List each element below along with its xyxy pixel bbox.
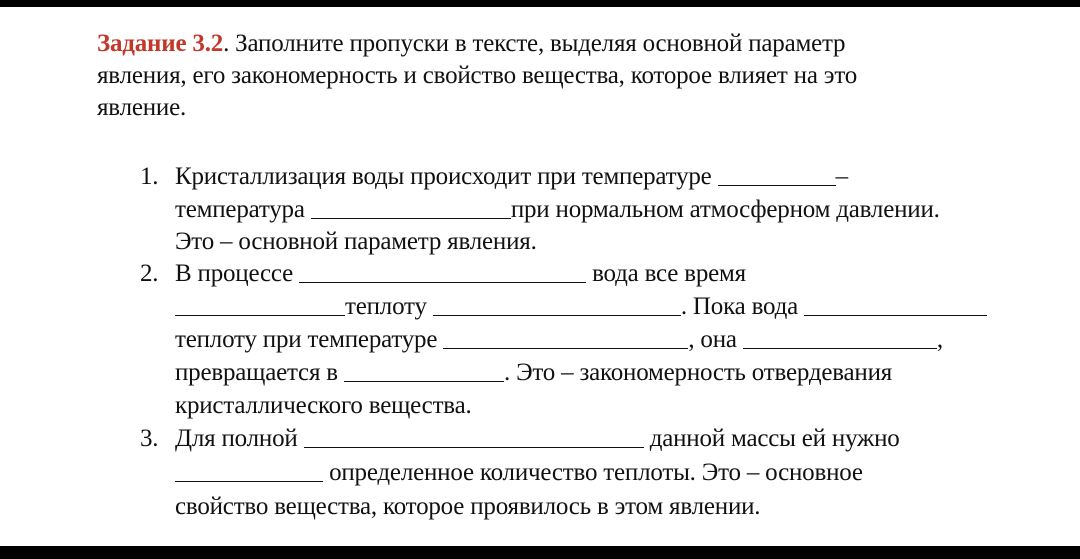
task-intro-line-3: явление. <box>97 94 187 121</box>
item-2-text-h: превращается в <box>175 359 338 386</box>
task-intro-line-1 <box>97 28 1017 60</box>
item-2-line-5: кристаллического вещества. <box>175 392 472 419</box>
item-1-text-a: Кристаллизация воды происходит при температуре <box>175 163 712 190</box>
blank-field[interactable] <box>175 459 323 482</box>
task-label: Задание 3.2 <box>97 30 224 57</box>
blank-field[interactable] <box>443 326 688 349</box>
item-3-text-a: Для полной <box>175 425 298 452</box>
blank-field[interactable] <box>304 425 644 448</box>
bottom-border <box>0 546 1080 559</box>
item-2-line-1 <box>175 258 746 290</box>
blank-field[interactable] <box>311 196 511 219</box>
blank-field[interactable] <box>718 163 836 186</box>
task-intro-text-1: . Заполните пропуски в тексте, выделяя основной параметр <box>223 30 846 57</box>
item-1-text-d: при нормальном атмосферном давлении. <box>510 196 940 223</box>
item-3-text-c: определенное количество теплоты. Это – основное <box>329 459 863 486</box>
item-2-line-4 <box>175 357 892 389</box>
item-1-line-2 <box>175 194 940 226</box>
item-2-text-i: . Это – закономерность отвердевания <box>503 359 893 386</box>
blank-field[interactable] <box>175 293 345 316</box>
item-3-text-b: данной массы ей нужно <box>649 425 900 452</box>
item-2-line-3 <box>175 324 943 356</box>
item-2-text-c: теплоту <box>345 293 427 320</box>
item-2-text-e: теплоту при температуре <box>175 326 438 353</box>
blank-field[interactable] <box>299 260 586 283</box>
item-2-text-b: вода все время <box>592 260 746 287</box>
blank-field[interactable] <box>344 359 504 382</box>
item-3-line-2 <box>175 457 863 489</box>
item-2-text-g: , <box>936 326 943 353</box>
task-intro <box>97 28 1017 124</box>
item-1-text-c: температура <box>175 196 305 223</box>
item-1-line-3: Это – основной параметр явления. <box>175 228 537 255</box>
item-3-line-1 <box>175 423 900 455</box>
blank-field[interactable] <box>433 293 681 316</box>
item-3-line-3: свойство вещества, которое проявилось в этом явлении. <box>175 493 761 520</box>
item-1-text-b: – <box>835 163 848 190</box>
item-2-text-a: В процессе <box>175 260 293 287</box>
item-number: 1. <box>140 163 159 190</box>
item-number: 3. <box>140 425 159 452</box>
blank-field[interactable] <box>804 293 987 316</box>
item-2-text-d: . Пока вода <box>680 293 799 320</box>
item-number: 2. <box>140 260 159 287</box>
task-intro-line-2: явления, его закономерность и свойство вещества, которое влияет на это <box>97 62 858 89</box>
item-2-text-f: , она <box>688 326 737 353</box>
item-2-line-2 <box>175 291 987 323</box>
blank-field[interactable] <box>743 326 937 349</box>
item-1-line-1 <box>175 161 848 193</box>
